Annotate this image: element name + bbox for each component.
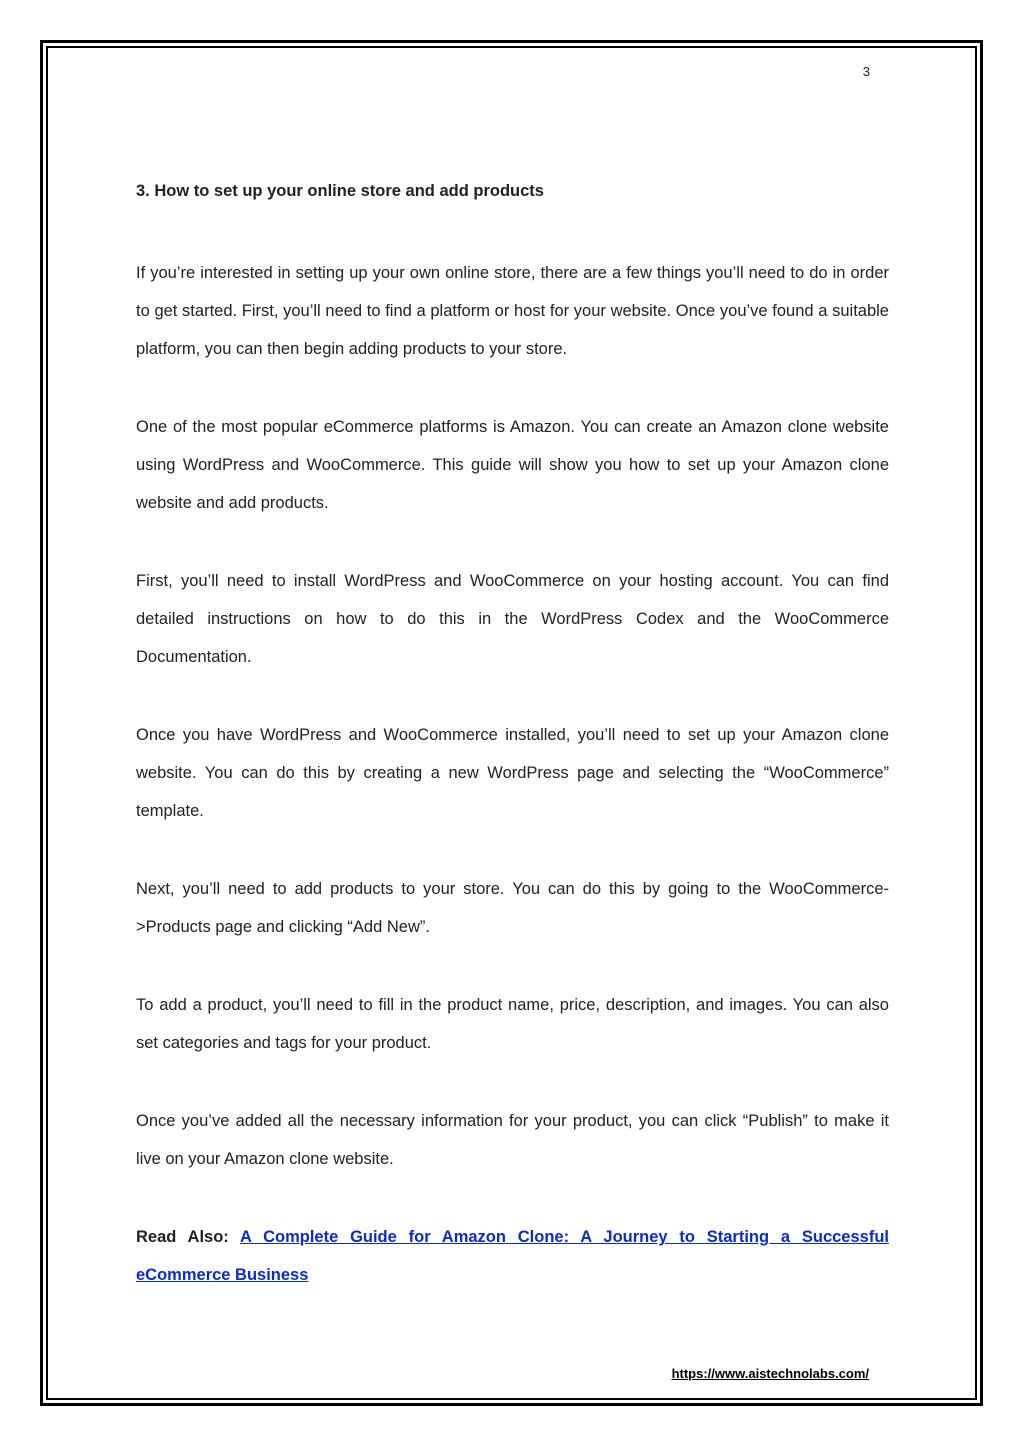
document-body xyxy=(136,176,889,1294)
paragraph-intro: If you’re interested in setting up your own online store, there are a few things you’ll need to do in order to get started. First, you’ll need to find a platform or host for your website. Once you’ve found a suitable platform, you can then begin adding products to your store. xyxy=(136,264,889,358)
page-number: 3 xyxy=(862,64,870,79)
read-also-label: Read Also: xyxy=(136,1228,229,1246)
paragraph-product-details: To add a product, you’ll need to fill in the product name, price, description, and images. You can also set categories and tags for your product. xyxy=(136,996,889,1052)
paragraph-setup-site: Once you have WordPress and WooCommerce installed, you’ll need to set up your Amazon clone website. You can do this by creating a new WordPress page and selecting the “WooCommerce” template. xyxy=(136,726,889,820)
read-also-link[interactable]: A Complete Guide for Amazon Clone: A Journey to Starting a Successful eCommerce Business xyxy=(136,1228,889,1284)
read-also xyxy=(136,1218,889,1294)
section-heading: 3. How to set up your online store and add products xyxy=(136,182,544,200)
paragraph-amazon-platform: One of the most popular eCommerce platforms is Amazon. You can create an Amazon clone website using WordPress and WooCommerce. This guide will show you how to set up your Amazon clone website and add products. xyxy=(136,418,889,512)
paragraph-install: First, you’ll need to install WordPress and WooCommerce on your hosting account. You can find detailed instructions on how to do this in the WordPress Codex and the WooCommerce Documentation. xyxy=(136,572,889,666)
paragraph-publish: Once you’ve added all the necessary information for your product, you can click “Publish” to make it live on your Amazon clone website. xyxy=(136,1112,889,1168)
paragraph-add-products: Next, you’ll need to add products to your store. You can do this by going to the WooCommerce->Products page and clicking “Add New”. xyxy=(136,880,889,936)
footer-website-link[interactable]: https://www.aistechnolabs.com/ xyxy=(671,1366,869,1381)
